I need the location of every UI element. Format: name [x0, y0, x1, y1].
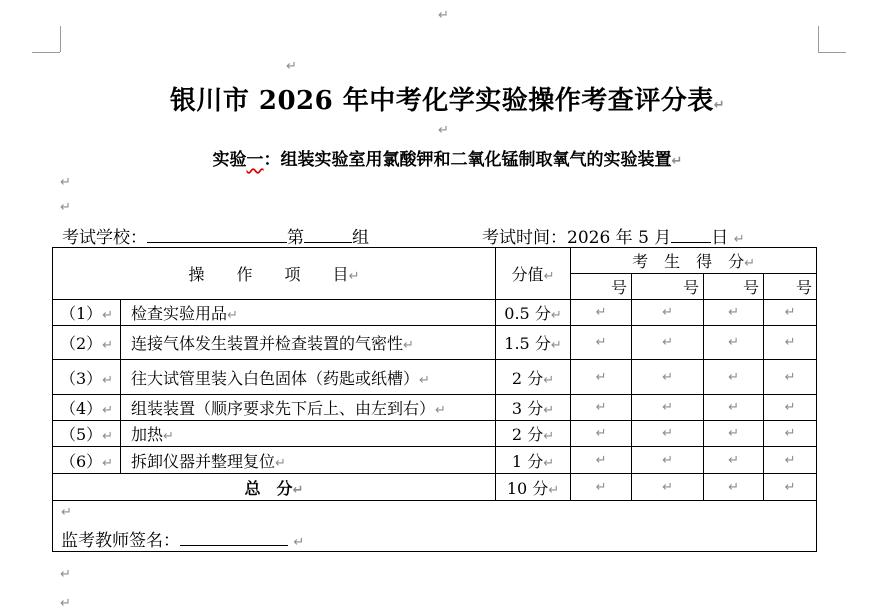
row-number: （6）↵ — [53, 447, 121, 474]
paragraph-mark-icon: ↵ — [286, 59, 297, 74]
header-candidate-score: 考 生 得 分↵ — [571, 248, 817, 274]
score-input-cell[interactable]: ↵ — [632, 395, 704, 421]
paragraph-mark-icon: ↵ — [550, 338, 562, 353]
paragraph-mark-icon: ↵ — [227, 308, 238, 323]
score-input-cell[interactable]: ↵ — [704, 474, 764, 501]
exam-school-line — [62, 223, 369, 248]
score-input-cell[interactable]: ↵ — [764, 395, 817, 421]
score-input-cell[interactable]: ↵ — [704, 395, 764, 421]
table-row — [53, 300, 817, 326]
candidate-col-header: 号 — [764, 274, 817, 300]
row-number: （2）↵ — [53, 326, 121, 360]
score-input-cell[interactable]: ↵ — [764, 421, 817, 447]
score-input-cell[interactable]: ↵ — [571, 421, 632, 447]
header-operation-item: 操 作 项 目↵ — [53, 248, 496, 300]
score-input-cell[interactable]: ↵ — [764, 300, 817, 326]
paragraph-mark-icon: ↵ — [543, 372, 555, 388]
subtitle-prefix: 实验 — [212, 150, 247, 170]
paragraph-mark-icon: ↵ — [543, 403, 555, 418]
row-number: （5）↵ — [53, 421, 121, 447]
paragraph-mark-icon: ↵ — [275, 455, 286, 471]
paragraph-mark-icon: ↵ — [102, 403, 114, 418]
school-blank[interactable] — [147, 225, 287, 243]
time-label: 考试时间：2026 年 5 月 — [482, 228, 672, 248]
score-input-cell[interactable]: ↵ — [571, 447, 632, 474]
paragraph-mark-icon: ↵ — [60, 175, 71, 190]
score-input-cell[interactable]: ↵ — [632, 326, 704, 360]
table-row — [53, 421, 817, 447]
row-item: 往大试管里装入白色固体（药匙或纸槽）↵ — [121, 360, 496, 395]
candidate-col-header: 号 — [571, 274, 632, 300]
paragraph-mark-icon: ↵ — [163, 429, 174, 444]
paragraph-mark-icon: ↵ — [60, 567, 71, 582]
paragraph-mark-icon: ↵ — [293, 535, 305, 550]
paragraph-mark-icon: ↵ — [550, 308, 562, 323]
paragraph-mark-icon: ↵ — [102, 372, 114, 388]
row-item: 拆卸仪器并整理复位↵ — [121, 447, 496, 474]
score-input-cell[interactable]: ↵ — [704, 421, 764, 447]
table-row — [53, 326, 817, 360]
paragraph-mark-icon: ↵ — [419, 372, 430, 388]
exam-time-line — [482, 223, 745, 248]
total-row — [53, 474, 817, 501]
experiment-subtitle — [0, 145, 895, 170]
row-score: 2 分↵ — [496, 421, 571, 447]
table-row — [53, 360, 817, 395]
paragraph-mark-icon: ↵ — [671, 154, 683, 169]
signature-line — [61, 526, 816, 551]
score-input-cell[interactable]: ↵ — [632, 421, 704, 447]
paragraph-mark-icon: ↵ — [60, 200, 71, 215]
score-input-cell[interactable]: ↵ — [704, 360, 764, 395]
row-item: 组装装置（顺序要求先下后上、由左到右）↵ — [121, 395, 496, 421]
document-title — [0, 80, 895, 117]
score-input-cell[interactable]: ↵ — [632, 447, 704, 474]
paragraph-mark-icon: ↵ — [435, 403, 446, 418]
score-table — [52, 247, 817, 552]
score-input-cell[interactable]: ↵ — [764, 326, 817, 360]
crop-mark-top-left-icon — [32, 52, 60, 53]
row-score: 1.5 分↵ — [496, 326, 571, 360]
day-suffix: 日 — [711, 228, 729, 248]
score-input-cell[interactable]: ↵ — [571, 395, 632, 421]
paragraph-mark-icon: ↵ — [60, 596, 71, 611]
score-input-cell[interactable]: ↵ — [764, 447, 817, 474]
paragraph-mark-icon: ↵ — [102, 455, 114, 471]
signature-row — [53, 501, 817, 552]
score-input-cell[interactable]: ↵ — [571, 300, 632, 326]
crop-mark-top-left-icon — [60, 26, 61, 52]
row-number: （4）↵ — [53, 395, 121, 421]
school-label: 考试学校： — [62, 228, 147, 248]
paragraph-mark-icon: ↵ — [543, 429, 555, 444]
crop-mark-top-right-icon — [818, 26, 819, 52]
subtitle-rest: ：组装实验室用氯酸钾和二氧化锰制取氧气的实验装置 — [263, 150, 672, 170]
crop-mark-top-right-icon — [818, 52, 846, 53]
paragraph-mark-icon: ↵ — [543, 269, 555, 284]
paragraph-mark-icon: ↵ — [292, 482, 304, 498]
candidate-col-header: 号 — [704, 274, 764, 300]
score-input-cell[interactable]: ↵ — [632, 474, 704, 501]
score-input-cell[interactable]: ↵ — [571, 360, 632, 395]
signature-cell — [53, 501, 817, 552]
score-input-cell[interactable]: ↵ — [704, 326, 764, 360]
paragraph-mark-icon: ↵ — [548, 482, 560, 498]
paragraph-mark-icon: ↵ — [744, 256, 755, 271]
group-blank[interactable] — [304, 225, 352, 243]
paragraph-mark-icon: ↵ — [733, 232, 745, 247]
paragraph-mark-icon: ↵ — [543, 455, 555, 471]
row-item: 加热↵ — [121, 421, 496, 447]
score-input-cell[interactable]: ↵ — [571, 474, 632, 501]
paragraph-mark-icon: ↵ — [102, 429, 114, 444]
score-input-cell[interactable]: ↵ — [632, 360, 704, 395]
candidate-col-header: 号 — [632, 274, 704, 300]
total-score: 10 分↵ — [496, 474, 571, 501]
score-input-cell[interactable]: ↵ — [704, 447, 764, 474]
day-blank[interactable] — [671, 225, 711, 243]
table-header-row — [53, 248, 817, 274]
table-row — [53, 395, 817, 421]
group-suffix: 组 — [352, 228, 369, 248]
paragraph-mark-icon: ↵ — [61, 505, 72, 520]
group-prefix: 第 — [287, 228, 304, 248]
score-input-cell[interactable]: ↵ — [764, 474, 817, 501]
score-input-cell[interactable]: ↵ — [704, 300, 764, 326]
signature-label: 监考教师签名： — [61, 531, 180, 551]
row-score: 1 分↵ — [496, 447, 571, 474]
total-label: 总 分↵ — [53, 474, 496, 501]
paragraph-mark-icon: ↵ — [102, 308, 114, 323]
row-number: （1）↵ — [53, 300, 121, 326]
paragraph-mark-icon: ↵ — [713, 98, 726, 113]
score-input-cell[interactable]: ↵ — [632, 300, 704, 326]
paragraph-mark-icon: ↵ — [348, 269, 360, 284]
score-input-cell[interactable]: ↵ — [571, 326, 632, 360]
row-score: 3 分↵ — [496, 395, 571, 421]
row-item: 连接气体发生装置并检查装置的气密性↵ — [121, 326, 496, 360]
header-score-value: 分值↵ — [496, 248, 571, 300]
document-title-text: 银川市 2026 年中考化学实验操作考查评分表 — [169, 86, 714, 116]
paragraph-mark-icon: ↵ — [102, 338, 114, 353]
paragraph-mark-icon: ↵ — [403, 338, 414, 353]
score-input-cell[interactable]: ↵ — [764, 360, 817, 395]
paragraph-mark-icon: ↵ — [438, 8, 449, 23]
row-score: 0.5 分↵ — [496, 300, 571, 326]
paragraph-mark-icon: ↵ — [438, 123, 449, 138]
row-number: （3）↵ — [53, 360, 121, 395]
row-item: 检查实验用品↵ — [121, 300, 496, 326]
table-row — [53, 447, 817, 474]
signature-blank[interactable] — [180, 528, 288, 546]
row-score: 2 分↵ — [496, 360, 571, 395]
subtitle-spellcheck-word: 一 — [246, 150, 264, 170]
